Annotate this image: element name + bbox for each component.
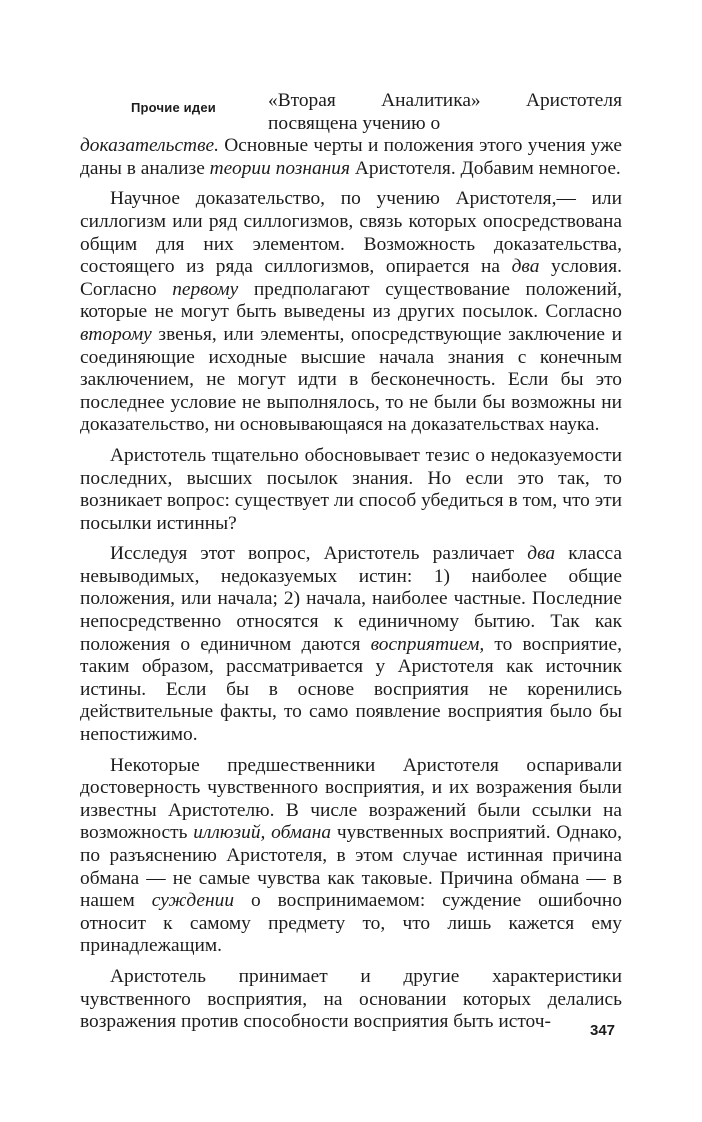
body-text xyxy=(80,90,622,1034)
paragraph-3: Аристотель тщательно обосновывает тезис о недоказуемости последних, высших посылок знания. Но если это так, то возникает вопрос: существует ли способ убедиться в том, что эти посылки истинны? xyxy=(80,444,622,534)
page-number: 347 xyxy=(590,1022,616,1039)
paragraph-2: Научное доказательство, по учению Аристотеля,— или силлогизм или ряд силлогизмов, связь которых опосредствована общим для них элементом. Возможность доказательства, состоящего из ряда силлогизмов, опирается на два условия. Согласно первому предполагают существование положений, которые не могут быть выведены из других посылок. Согласно второму звенья, или элементы, опосредствующие заключение и соединяющие исходные высшие начала знания с конечным заключением, не могут идти в бесконечность. Если бы это последнее условие не выполнялось, то не были бы возможны ни доказательство, ни основывающаяся на доказательствах наука. xyxy=(80,188,623,436)
paragraph-5: Некоторые предшественники Аристотеля оспаривали достоверность чувственного восприятия, и их возражения были известны Аристотелю. В числе возражений были ссылки на возможность иллюзий, обмана чувственных восприятий. Однако, по разъяснению Аристотеля, в этом случае истинная причина обмана — не самые чувства как таковые. Причина обмана — в нашем суждении о воспринимаемом: суждение ошибочно относит к самому предмету то, что лишь кажется ему принадлежащим. xyxy=(80,754,622,957)
paragraph-4: Исследуя этот вопрос, Аристотель различает два класса невыводимых, недоказуемых истин: 1) наиболее общие положения, или начала; 2) начала, наиболее частные. Последние непосредственно относятся к единичному бытию. Так как положения о единичном даются восприятием, то восприятие, таким образом, рассматривается у Аристотеля как источник истины. Если бы в основе восприятия не коренились действительные факты, то само появление восприятия было бы непостижимо. xyxy=(80,543,623,746)
paragraph-1-lead: «Вторая Аналитика» Аристотеля посвящена учению о xyxy=(268,90,622,134)
paragraph-1: «Вторая Аналитика» Аристотеля посвящена учению о доказательстве. Основные черты и положения этого учения уже даны в анализе теории познания Аристотеля. Добавим немногое. xyxy=(80,90,622,179)
margin-heading: Прочие идеи xyxy=(131,100,216,115)
paragraph-6: Аристотель принимает и другие характеристики чувственного восприятия, на основании которых делались возражения против способности восприятия быть источ- xyxy=(80,965,622,1033)
